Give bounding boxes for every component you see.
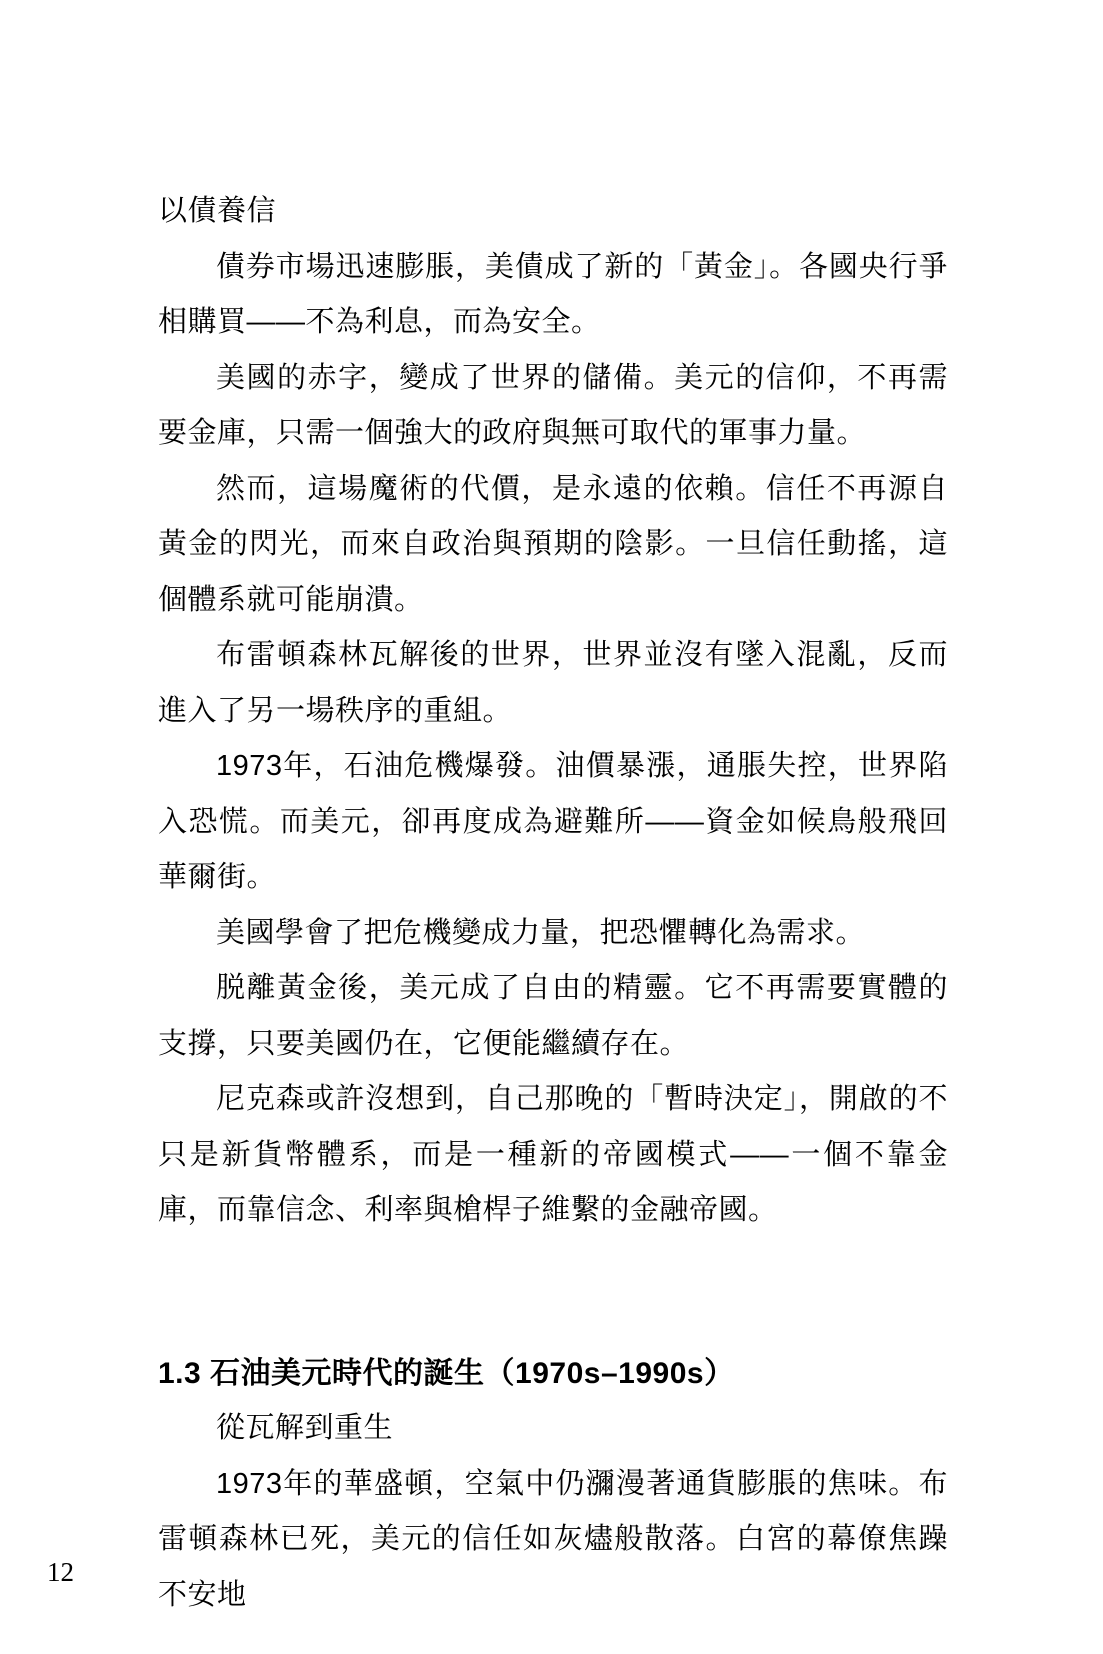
body-paragraph: 美國的赤字，變成了世界的儲備。美元的信仰，不再需要金庫，只需一個強大的政府與無可取代的軍事力量。 [158,361,948,449]
body-paragraph: 布雷頓森林瓦解後的世界，世界並沒有墜入混亂，反而進入了另一場秩序的重組。 [158,639,948,727]
page-content [158,184,948,1623]
subheading-from-collapse-to-rebirth: 從瓦解到重生 [216,1412,394,1444]
subheading-debt-for-trust: 以債養信 [158,195,277,227]
page-number: 12 [47,1557,74,1587]
body-paragraph: 然而，這場魔術的代價，是永遠的依賴。信任不再源自黃金的閃光，而來自政治與預期的陰影。一旦信任動搖，這個體系就可能崩潰。 [158,472,948,616]
section-heading-1-3: 1.3 石油美元時代的誕生（1970s–1990s） [158,1356,735,1390]
body-paragraph: 美國學會了把危機變成力量，把恐懼轉化為需求。 [216,916,866,949]
body-paragraph: 1973年，石油危機爆發。油價暴漲，通脹失控，世界陷入恐慌。而美元，卻再度成為避難所——資金如候鳥般飛回華爾街。 [158,750,948,893]
body-paragraph: 脱離黃金後，美元成了自由的精靈。它不再需要實體的支撐，只要美國仍在，它便能繼續存在。 [158,972,948,1060]
body-paragraph: 尼克森或許沒想到，自己那晚的「暫時決定」，開啟的不只是新貨幣體系，而是一種新的帝國模式——一個不靠金庫，而靠信念、利率與槍桿子維繫的金融帝國。 [158,1083,948,1226]
body-paragraph: 1973年的華盛頓，空氣中仍瀰漫著通貨膨脹的焦味。布雷頓森林已死，美元的信任如灰燼般散落。白宮的幕僚焦躁不安地 [158,1467,948,1611]
body-paragraph: 債券市場迅速膨脹，美債成了新的「黃金」。各國央行爭相購買——不為利息，而為安全。 [158,250,948,338]
